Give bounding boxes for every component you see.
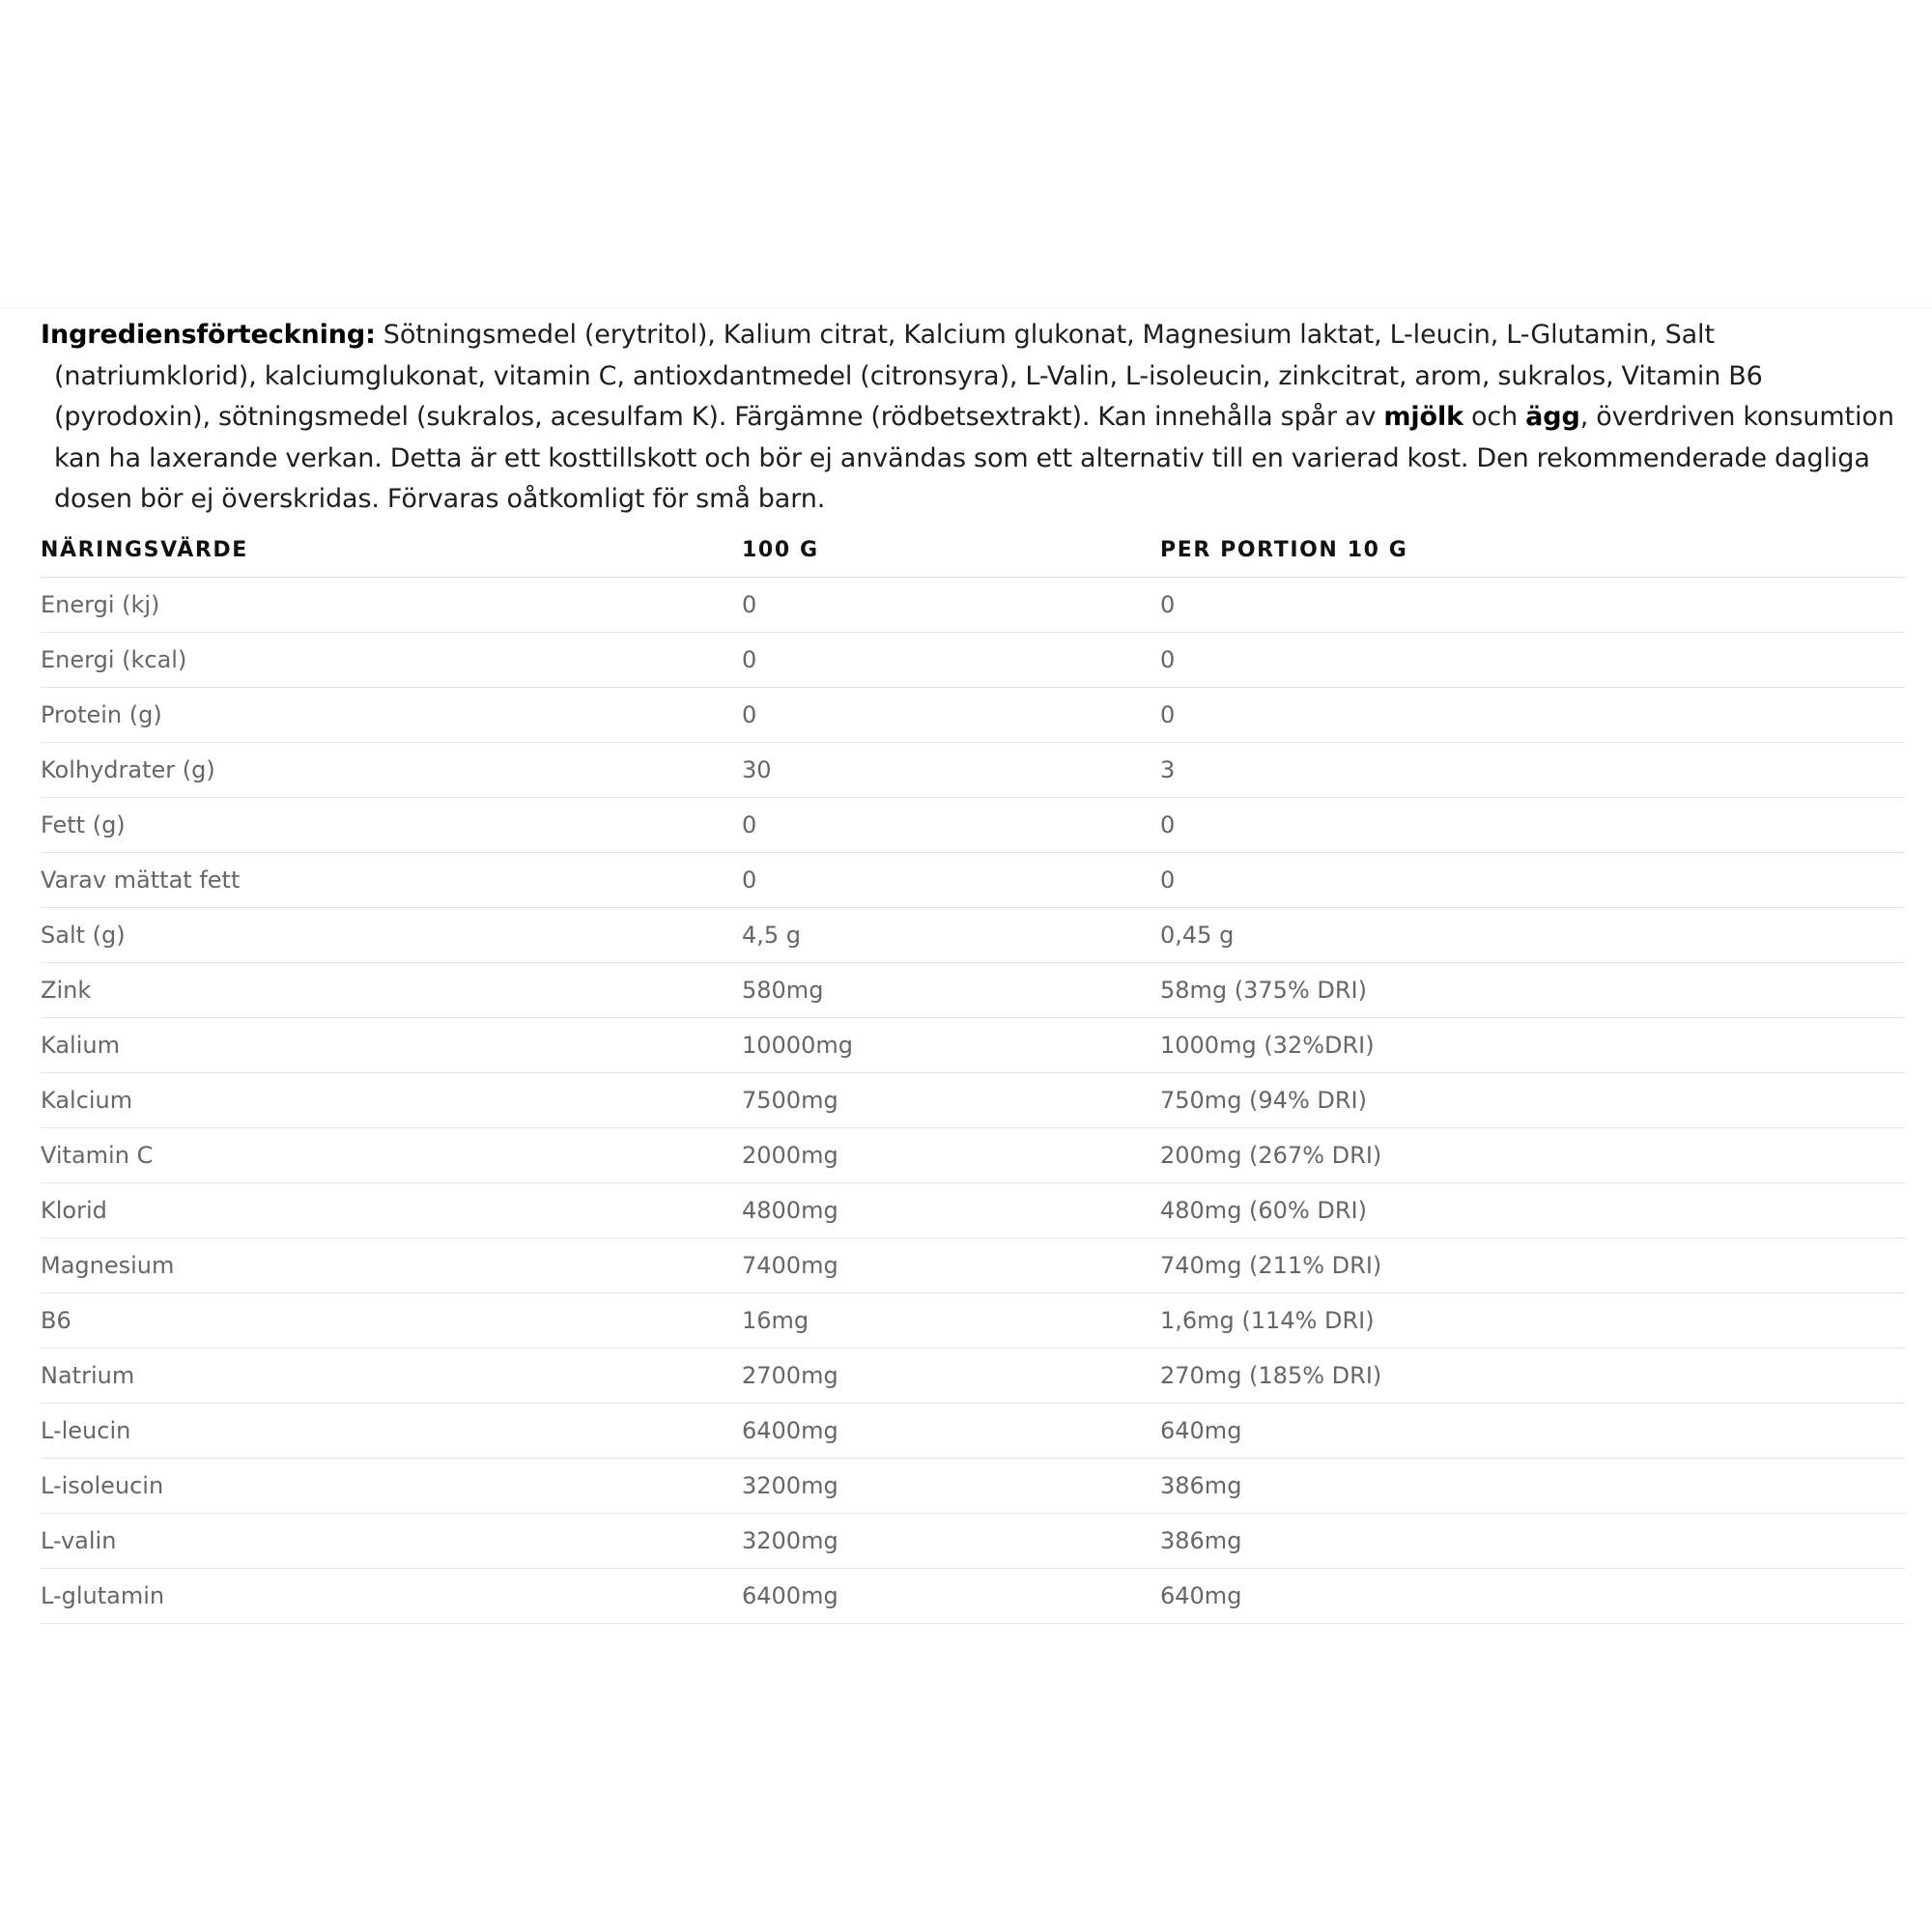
nutrition-header-row	[41, 525, 1905, 578]
nutrient-name-cell: B6	[41, 1293, 742, 1348]
ingredients-part-2: och	[1463, 402, 1526, 432]
nutrient-name-cell: Magnesium	[41, 1237, 742, 1293]
nutrient-name-cell: L-leucin	[41, 1403, 742, 1458]
value-per-100g-cell: 3200mg	[742, 1458, 1160, 1513]
value-per-100g-cell: 0	[742, 632, 1160, 687]
value-per-100g-cell: 0	[742, 687, 1160, 742]
value-per-portion-cell: 386mg	[1160, 1458, 1905, 1513]
table-row	[41, 1072, 1905, 1127]
nutrient-name-cell: Kalium	[41, 1017, 742, 1072]
value-per-portion-cell: 0	[1160, 577, 1905, 632]
ingredients-part-1: Sötningsmedel (erytritol), Kalium citrat, Kalcium glukonat, Magnesium laktat, L-leucin, L-Glutamin, Salt (natriumklorid), kalciumglukonat, vitamin C, antioxdantmedel (citronsyra), L-Valin, L-isoleucin, zinkcitrat, arom, sukralos, Vitamin B6 (pyrodoxin), sötningsmedel (sukralos, acesulfam K). Färgämne (rödbetsextrakt). Kan innehålla spår av	[54, 320, 1763, 432]
value-per-100g-cell: 10000mg	[742, 1017, 1160, 1072]
allergen-egg: ägg	[1525, 402, 1580, 432]
value-per-portion-cell: 740mg (211% DRI)	[1160, 1237, 1905, 1293]
nutrition-rows	[41, 577, 1905, 1623]
table-row	[41, 1513, 1905, 1568]
value-per-portion-cell: 1,6mg (114% DRI)	[1160, 1293, 1905, 1348]
nutrient-name-cell: Energi (kj)	[41, 577, 742, 632]
table-row	[41, 1127, 1905, 1182]
value-per-portion-cell: 0	[1160, 852, 1905, 907]
table-row	[41, 577, 1905, 632]
nutrient-name-cell: Kalcium	[41, 1072, 742, 1127]
table-row	[41, 907, 1905, 962]
value-per-100g-cell: 6400mg	[742, 1403, 1160, 1458]
nutrient-name-cell: Vitamin C	[41, 1127, 742, 1182]
value-per-portion-cell: 0	[1160, 797, 1905, 852]
table-row	[41, 687, 1905, 742]
ingredients-part-3: , överdriven konsumtion kan ha laxerande verkan. Detta är ett kosttillskott och bör ej användas som ett alternativ till en varierad kost. Den rekommenderade dagliga dosen bör ej överskridas. Förvaras oåtkomligt för små barn.	[54, 402, 1894, 514]
value-per-100g-cell: 6400mg	[742, 1568, 1160, 1623]
value-per-portion-cell: 1000mg (32%DRI)	[1160, 1017, 1905, 1072]
table-row	[41, 1348, 1905, 1403]
value-per-100g-cell: 580mg	[742, 962, 1160, 1017]
value-per-100g-cell: 0	[742, 797, 1160, 852]
nutrient-name-cell: Salt (g)	[41, 907, 742, 962]
value-per-portion-cell: 0	[1160, 687, 1905, 742]
nutrition-table	[41, 525, 1905, 1624]
table-row	[41, 962, 1905, 1017]
nutrient-name-cell: Varav mättat fett	[41, 852, 742, 907]
value-per-100g-cell: 2700mg	[742, 1348, 1160, 1403]
value-per-portion-cell: 640mg	[1160, 1403, 1905, 1458]
nutrient-name-cell: Natrium	[41, 1348, 742, 1403]
table-row	[41, 1017, 1905, 1072]
value-per-100g-cell: 2000mg	[742, 1127, 1160, 1182]
header-divider	[0, 307, 1932, 308]
table-row	[41, 742, 1905, 797]
ingredients-label: Ingrediensförteckning:	[41, 320, 376, 350]
value-per-portion-cell: 640mg	[1160, 1568, 1905, 1623]
value-per-portion-cell: 750mg (94% DRI)	[1160, 1072, 1905, 1127]
blank-header-area	[0, 0, 1932, 307]
table-row	[41, 852, 1905, 907]
nutrient-name-cell: Fett (g)	[41, 797, 742, 852]
table-row	[41, 1293, 1905, 1348]
allergen-milk: mjölk	[1383, 402, 1463, 432]
ingredients-text	[41, 315, 1905, 521]
header-nutrient: NÄRINGSVÄRDE	[41, 525, 742, 578]
nutrient-name-cell: Kolhydrater (g)	[41, 742, 742, 797]
header-per-portion: PER PORTION 10 G	[1160, 525, 1905, 578]
value-per-100g-cell: 7500mg	[742, 1072, 1160, 1127]
value-per-100g-cell: 16mg	[742, 1293, 1160, 1348]
value-per-portion-cell: 200mg (267% DRI)	[1160, 1127, 1905, 1182]
nutrient-name-cell: L-valin	[41, 1513, 742, 1568]
table-row	[41, 797, 1905, 852]
table-row	[41, 1182, 1905, 1237]
table-row	[41, 1568, 1905, 1623]
header-per-100g: 100 G	[742, 525, 1160, 578]
value-per-100g-cell: 0	[742, 852, 1160, 907]
nutrient-name-cell: Klorid	[41, 1182, 742, 1237]
value-per-portion-cell: 270mg (185% DRI)	[1160, 1348, 1905, 1403]
table-row	[41, 1403, 1905, 1458]
value-per-portion-cell: 58mg (375% DRI)	[1160, 962, 1905, 1017]
table-row	[41, 1237, 1905, 1293]
nutrient-name-cell: L-glutamin	[41, 1568, 742, 1623]
value-per-100g-cell: 30	[742, 742, 1160, 797]
value-per-100g-cell: 7400mg	[742, 1237, 1160, 1293]
value-per-100g-cell: 4,5 g	[742, 907, 1160, 962]
nutrient-name-cell: Protein (g)	[41, 687, 742, 742]
nutrient-name-cell: Zink	[41, 962, 742, 1017]
value-per-100g-cell: 3200mg	[742, 1513, 1160, 1568]
table-row	[41, 1458, 1905, 1513]
value-per-100g-cell: 4800mg	[742, 1182, 1160, 1237]
value-per-portion-cell: 3	[1160, 742, 1905, 797]
value-per-portion-cell: 480mg (60% DRI)	[1160, 1182, 1905, 1237]
value-per-portion-cell: 0	[1160, 632, 1905, 687]
value-per-100g-cell: 0	[742, 577, 1160, 632]
nutrient-name-cell: Energi (kcal)	[41, 632, 742, 687]
product-info	[41, 315, 1905, 1624]
value-per-portion-cell: 0,45 g	[1160, 907, 1905, 962]
nutrient-name-cell: L-isoleucin	[41, 1458, 742, 1513]
table-row	[41, 632, 1905, 687]
value-per-portion-cell: 386mg	[1160, 1513, 1905, 1568]
